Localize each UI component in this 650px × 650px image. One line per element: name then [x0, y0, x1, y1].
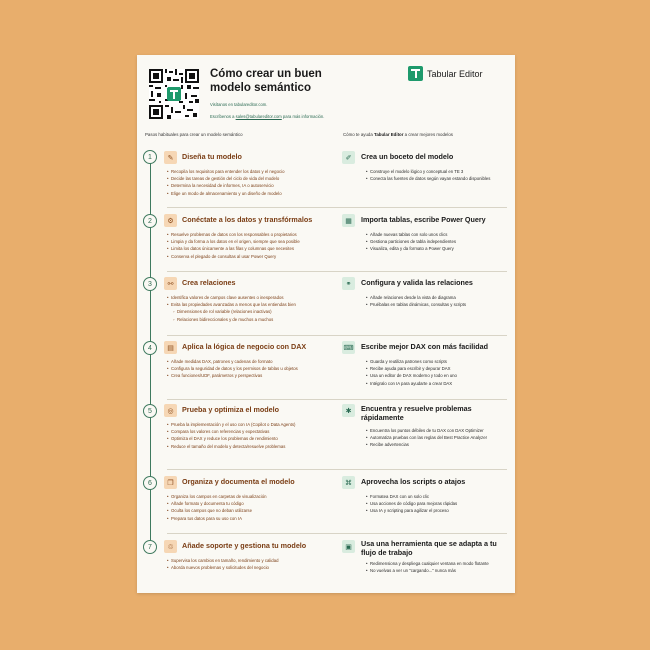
right-heading-brand: Tabular Editor	[374, 132, 404, 137]
list-item: • Encuentra los puntos débiles de tu DAX con DAX Optimizer	[366, 427, 510, 434]
divider	[167, 271, 343, 272]
list-item: • Gestiona particiones de tabla independientes	[366, 238, 510, 245]
help-title: Encuentra y resuelve problemas rápidamente	[361, 404, 472, 422]
list-item: • Redimensiona y despliega cualquier ventana en modo flotante	[366, 560, 510, 567]
page-title: Cómo crear un buen modelo semántico	[210, 68, 322, 94]
list-item: • Identifica valores de campos clave ausentes o inesperados	[167, 294, 347, 301]
help-bullets	[366, 231, 510, 253]
list-item: • Usa un editor de DAX moderno y todo en uno	[366, 372, 510, 379]
help-bullets	[366, 168, 510, 182]
list-item: • Aborda nuevos problemas y solicitudes del negocio	[167, 564, 347, 571]
divider	[342, 469, 507, 470]
list-item: • Configura la seguridad de datos y los permisos de tablas u objetos	[167, 365, 347, 372]
brand-name: Tabular Editor	[427, 68, 483, 79]
divider	[342, 399, 507, 400]
step-title: Diseña tu modelo	[182, 152, 242, 161]
step-bullets	[167, 168, 347, 197]
list-item: • Añade medidas DAX, patrones y cadenas de formato	[167, 358, 347, 365]
list-item: • Automatiza pruebas con las reglas del Best Practice Analyzer	[366, 434, 510, 441]
document-icon: ❐	[164, 476, 177, 489]
right-heading-prefix: Cómo te ayuda	[343, 132, 374, 137]
right-heading-suffix: a crear mejores modelos	[403, 132, 453, 137]
list-item: • Optimiza el DAX y reduce los problemas de rendimiento	[167, 435, 347, 442]
step-title: Conéctate a los datos y transfórmalos	[182, 215, 313, 224]
grid-icon: ▦	[342, 214, 355, 227]
list-item: • Limpia y da forma a los datos en el origen, siempre que sea posible	[167, 238, 347, 245]
list-item: • Recibe ayuda para escribir y depurar DAX	[366, 365, 510, 372]
help-bullets	[366, 294, 510, 308]
step-title: Organiza y documenta el modelo	[182, 477, 295, 486]
divider	[342, 533, 507, 534]
script-icon: ⌘	[342, 476, 355, 489]
list-item: • Evita las propiedades avanzadas a menos que las entiendas bien	[167, 301, 347, 308]
list-item: • Decide las tareas de gestión del ciclo de vida del modelo	[167, 175, 347, 182]
step-title: Prueba y optimiza el modelo	[182, 405, 280, 414]
list-item: • Usa acciones de código para mejoras rápidas	[366, 500, 510, 507]
help-bullets	[366, 358, 510, 387]
help-title: Aprovecha los scripts o atajos	[361, 477, 466, 486]
contact-text	[210, 114, 324, 119]
list-item: • Reduce el tamaño del modelo y detecta/resuelve problemas	[167, 443, 347, 450]
step-number-badge: 7	[143, 540, 157, 554]
brand-logo	[408, 66, 483, 81]
list-item: • Supervisa los cambios en tamaño, rendimiento y calidad	[167, 557, 347, 564]
help-bullets	[366, 560, 510, 574]
list-item: • Resuelve problemas de datos con los responsables o propietarios	[167, 231, 347, 238]
list-subitem: ◦ Dimensiones de rol variable (relaciones inactivas)	[173, 308, 347, 315]
infographic-sheet	[137, 55, 515, 593]
help-bullets	[366, 427, 510, 449]
help-title: Usa una herramienta que se adapta a tu flujo de trabajo	[361, 539, 497, 557]
help-title: Crea un boceto del modelo	[361, 152, 454, 161]
divider	[342, 335, 507, 336]
list-item: • Limita los datos únicamente a las filas y columnas que necesites	[167, 245, 347, 252]
list-subitem: ◦ Relaciones bidireccionales y de muchos a muchos	[173, 316, 347, 323]
divider	[167, 399, 343, 400]
step-title: Aplica la lógica de negocio con DAX	[182, 342, 307, 351]
divider	[167, 207, 343, 208]
design-icon: ✎	[164, 151, 177, 164]
link-icon: ⚭	[342, 277, 355, 290]
divider	[167, 335, 343, 336]
divider	[167, 533, 343, 534]
list-item: • Recopila los requisitos para entender los datos y el negocio	[167, 168, 347, 175]
step-number-badge: 1	[143, 150, 157, 164]
help-bullets	[366, 493, 510, 515]
divider	[342, 271, 507, 272]
step-bullets	[167, 294, 347, 323]
list-item: • Recibe advertencias	[366, 441, 510, 448]
calculator-icon: ▤	[164, 341, 177, 354]
table-icon: ⚙	[164, 214, 177, 227]
step-number-badge: 2	[143, 214, 157, 228]
list-item: • Intégralo con IA para ayudarte a crear DAX	[366, 380, 510, 387]
visit-text: Visítanos en tabulareditor.com.	[210, 102, 268, 107]
list-item: • Añade nuevas tablas con solo unos clics	[366, 231, 510, 238]
list-item: • Guarda y reutiliza patrones como scripts	[366, 358, 510, 365]
list-item: • Añade formato y documenta tu código	[167, 500, 347, 507]
right-column-heading	[343, 132, 453, 137]
list-item: • Conecta las fuentes de datos según vayan estando disponibles	[366, 175, 510, 182]
list-item: • Prepara tus datos para su uso con IA	[167, 515, 347, 522]
step-number-badge: 6	[143, 476, 157, 490]
step-number-badge: 4	[143, 341, 157, 355]
support-icon: ♲	[164, 540, 177, 553]
step-bullets	[167, 231, 347, 260]
relationship-icon: ⚯	[164, 277, 177, 290]
contact-email-link[interactable]: sales@tabulareditor.com	[235, 114, 282, 119]
divider	[167, 469, 343, 470]
help-title: Configura y valida las relaciones	[361, 278, 473, 287]
list-item: • Pruébalas en tablas dinámicas, consultas y scripts	[366, 301, 510, 308]
list-item: • Usa IA y scripting para agilizar el proceso	[366, 507, 510, 514]
list-item: • Conserva el plegado de consultas al usar Power Query	[167, 253, 347, 260]
step-bullets	[167, 557, 347, 571]
help-title: Escribe mejor DAX con más facilidad	[361, 342, 489, 351]
contact-prefix: Escríbenos a	[210, 114, 236, 119]
contact-suffix: para más información.	[281, 114, 325, 119]
list-item: • Determina la necesidad de informes, IA o autoservicio	[167, 182, 347, 189]
list-item: • Organiza los campos en carpetas de visualización	[167, 493, 347, 500]
step-bullets	[167, 493, 347, 522]
list-item: • Oculta los campos que no deban utilizarse	[167, 507, 347, 514]
list-item: • Visualiza, edita y da formato a Power Query	[366, 245, 510, 252]
optimize-icon: ◎	[164, 404, 177, 417]
bug-icon: ✱	[342, 404, 355, 417]
step-number-badge: 3	[143, 277, 157, 291]
workspace-icon: ▣	[342, 540, 355, 553]
sketch-icon: ✐	[342, 151, 355, 164]
step-title: Crea relaciones	[182, 278, 236, 287]
list-item: • Construye el modelo lógico y conceptual en TE 3	[366, 168, 510, 175]
divider	[342, 207, 507, 208]
list-item: • Formatea DAX con un solo clic	[366, 493, 510, 500]
list-item: • Crea funciones/UDF, parámetros y perspectivas	[167, 372, 347, 379]
qr-code[interactable]	[149, 69, 199, 119]
dax-icon: ⌨	[342, 341, 355, 354]
left-column-heading: Pasos habituales para crear un modelo semántico	[145, 132, 243, 137]
list-item: • Prueba la implementación y el uso con IA (Copilot o Data Agents)	[167, 421, 347, 428]
list-item: • No vuelvas a ver un "cargando..." nunca más	[366, 567, 510, 574]
step-bullets	[167, 358, 347, 380]
step-title: Añade soporte y gestiona tu modelo	[182, 541, 307, 550]
list-item: • Elige un modo de almacenamiento y un diseño de modelo	[167, 190, 347, 197]
step-bullets	[167, 421, 347, 450]
tabular-editor-logo-icon	[408, 66, 423, 81]
list-item: • Compara los valores con referencias y expectativas	[167, 428, 347, 435]
help-title: Importa tablas, escribe Power Query	[361, 215, 486, 224]
list-item: • Añade relaciones desde la vista de diagrama	[366, 294, 510, 301]
step-number-badge: 5	[143, 404, 157, 418]
